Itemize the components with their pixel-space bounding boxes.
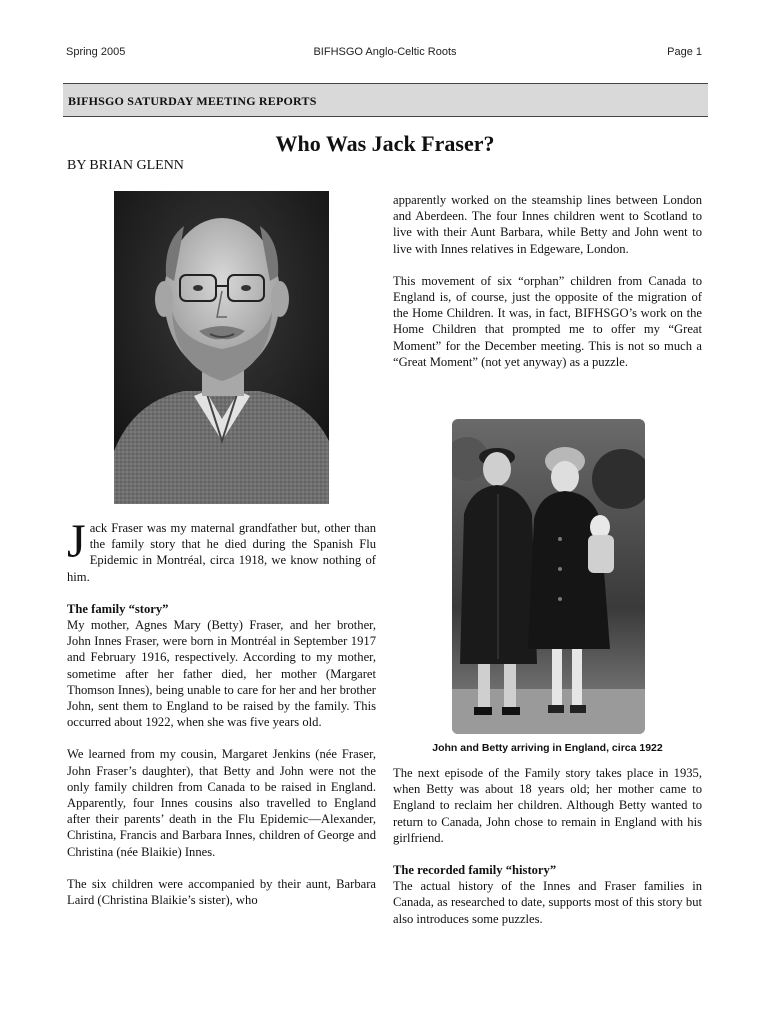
paragraph-home-children: This movement of six “orphan” children from Canada to England is, of course, just the opposite of the migration of the Home Children. It was, in fact, BIFHSGO’s work on the Home Children that prompted me to offer my “Great Moment” for the December meeting. This is not so much a “Great Moment” (not yet anyway) as a puzzle. — [393, 273, 702, 369]
paragraph-family-story: My mother, Agnes Mary (Betty) Fraser, and her brother, John Innes Fraser, were born in Montréal in September 1917 and February 1916, respectively. According to my mother, sometime after her father died, her mother (Margaret Thomson Innes), being unable to care for her and her brother John, sent them to England to be raised by the family. This occurred about 1922, when she was five years old. — [67, 618, 376, 730]
header-publication: BIFHSGO Anglo-Celtic Roots — [313, 46, 457, 58]
right-column-bottom — [393, 765, 702, 927]
header-page-number: Page 1 — [667, 46, 702, 58]
paragraph-cousins: We learned from my cousin, Margaret Jenkins (née Fraser, John Fraser’s daughter), that Betty and John were not the only family children from Canada to be raised in England. Apparently, four Innes cousins also travelled to England after their parents’ death in the Flu Epidemic—Alexander, Christina, Francis and Barbara Innes, children of George and Christina (née Blaikie) Innes. — [67, 747, 376, 859]
paragraph-aunt: The six children were accompanied by their aunt, Barbara Laird (Christina Blaikie’s sister), who — [67, 876, 376, 908]
header-issue: Spring 2005 — [66, 46, 126, 58]
right-column-top — [393, 192, 702, 370]
author-portrait-photo — [114, 191, 329, 504]
left-column — [67, 515, 376, 908]
intro-paragraph — [67, 515, 376, 585]
photo-caption: John and Betty arriving in England, circa 1922 — [432, 742, 663, 754]
section-banner-text: BIFHSGO SATURDAY MEETING REPORTS — [68, 94, 317, 108]
article-title: Who Was Jack Fraser? — [275, 131, 495, 156]
subhead-family-story: The family “story” — [67, 601, 169, 616]
paragraph-steamship: apparently worked on the steamship lines between London and Aberdeen. The four Innes children went to Scotland to live with their Aunt Barbara, while Betty and John went to live with Innes relatives in Edgeware, London. — [393, 193, 702, 256]
intro-text: ack Fraser was my maternal grandfather but, other than the family story that he died during the Spanish Flu Epidemic in Montréal, circa 1918, we know nothing of him. — [67, 521, 376, 584]
section-banner — [63, 83, 708, 117]
paragraph-next-episode: The next episode of the Family story takes place in 1935, when Betty was about 18 years old; her mother came to England to reclaim her children. Although Betty wanted to return to Canada, John chose to remain in England with his girlfriend. — [393, 766, 702, 845]
author-byline: BY BRIAN GLENN — [67, 158, 184, 173]
paragraph-recorded-history: The actual history of the Innes and Fraser families in Canada, as researched to date, supports most of this story but also introduces some puzzles. — [393, 879, 702, 926]
subhead-recorded-history: The recorded family “history” — [393, 863, 557, 878]
children-photo — [452, 419, 645, 734]
drop-cap: J — [67, 515, 86, 568]
